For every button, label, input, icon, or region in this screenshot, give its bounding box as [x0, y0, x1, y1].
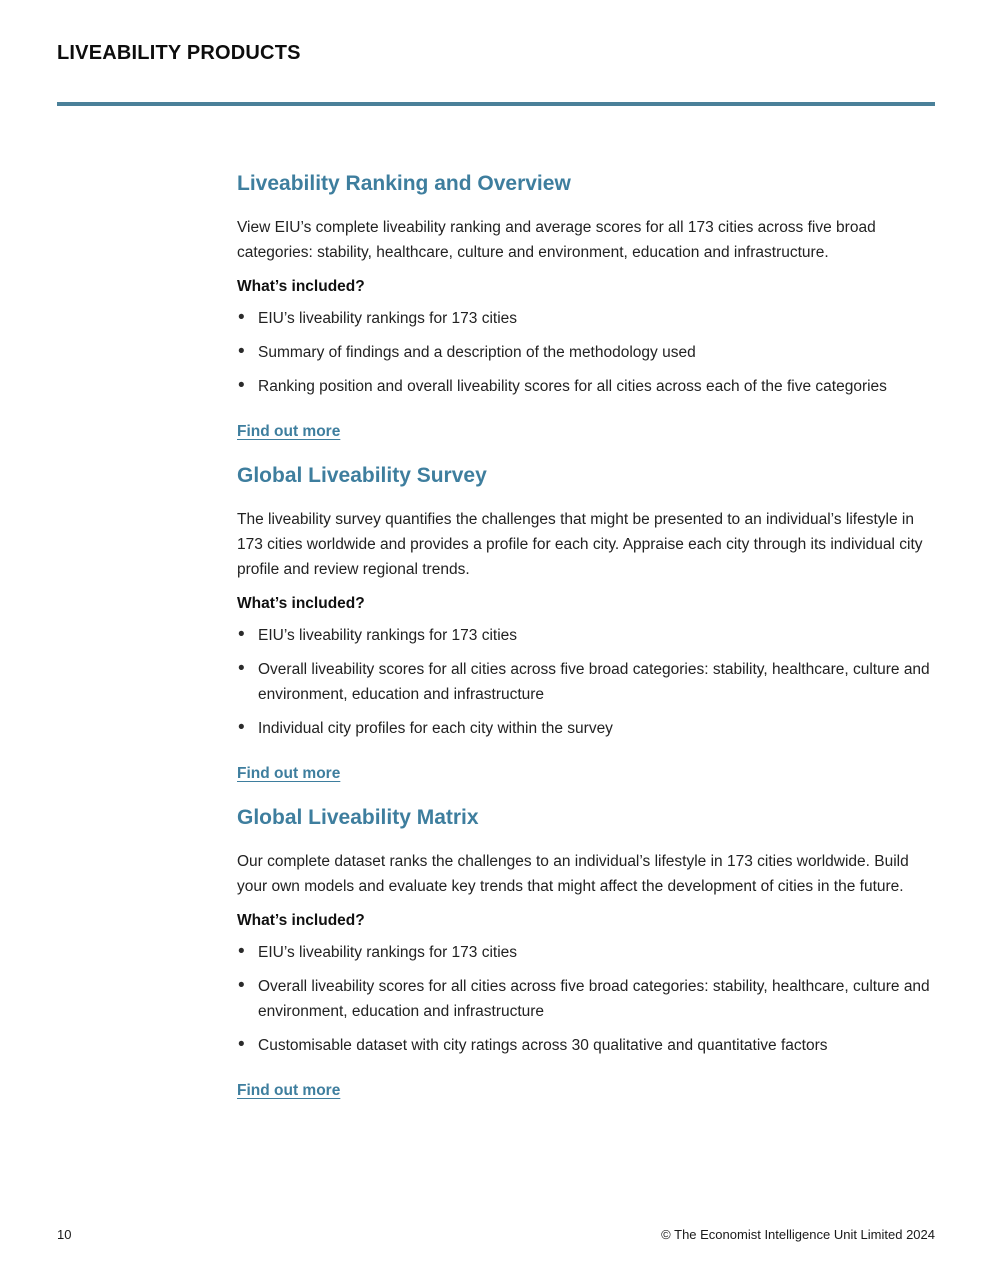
find-out-more-link[interactable]: Find out more	[237, 423, 341, 440]
section-liveability-ranking	[237, 172, 937, 464]
section-title: Global Liveability Matrix	[237, 806, 479, 829]
find-out-more-link[interactable]: Find out more	[237, 1082, 341, 1099]
list-item: • Ranking position and overall liveability scores for all cities across each of the five categories	[237, 374, 937, 399]
section-description: Our complete dataset ranks the challenges to an individual’s lifestyle in 173 cities worldwide. Build your own models and evaluate key trends that might affect the development of cities in the future.	[237, 853, 909, 895]
bullet-list	[237, 940, 937, 1058]
whats-included-label: What’s included?	[237, 912, 365, 929]
list-item: • Individual city profiles for each city within the survey	[237, 716, 937, 741]
page-title: LIVEABILITY PRODUCTS	[57, 42, 301, 64]
section-title: Liveability Ranking and Overview	[237, 172, 571, 195]
list-item: • Customisable dataset with city ratings across 30 qualitative and quantitative factors	[237, 1033, 937, 1058]
list-item: • EIU’s liveability rankings for 173 cities	[237, 940, 937, 965]
content-column	[237, 172, 937, 1123]
page-number: 10	[57, 1227, 72, 1242]
section-description: The liveability survey quantifies the challenges that might be presented to an individual’s lifestyle in 173 cities worldwide and provides a profile for each city. Appraise each city through its individual city profile and review regional trends.	[237, 511, 923, 578]
list-item: • Overall liveability scores for all cities across five broad categories: stability, healthcare, culture and environment, education and infrastructure	[237, 657, 937, 707]
list-item: • Summary of findings and a description of the methodology used	[237, 340, 937, 365]
find-out-more-link[interactable]: Find out more	[237, 765, 341, 782]
bullet-list	[237, 623, 937, 741]
list-item: • EIU’s liveability rankings for 173 cities	[237, 306, 937, 331]
list-item: • Overall liveability scores for all cities across five broad categories: stability, healthcare, culture and environment, education and infrastructure	[237, 974, 937, 1024]
copyright-notice: © The Economist Intelligence Unit Limited 2024	[661, 1227, 935, 1242]
section-description: View EIU’s complete liveability ranking and average scores for all 173 cities across five broad categories: stability, healthcare, culture and environment, education and infrastructure.	[237, 219, 876, 261]
section-title: Global Liveability Survey	[237, 464, 487, 487]
bullet-list	[237, 306, 937, 399]
section-global-liveability-survey	[237, 464, 937, 806]
page-footer	[57, 1227, 935, 1242]
whats-included-label: What’s included?	[237, 278, 365, 295]
section-global-liveability-matrix	[237, 806, 937, 1123]
page-header	[57, 42, 935, 65]
whats-included-label: What’s included?	[237, 595, 365, 612]
header-divider	[57, 102, 935, 106]
list-item: • EIU’s liveability rankings for 173 cities	[237, 623, 937, 648]
